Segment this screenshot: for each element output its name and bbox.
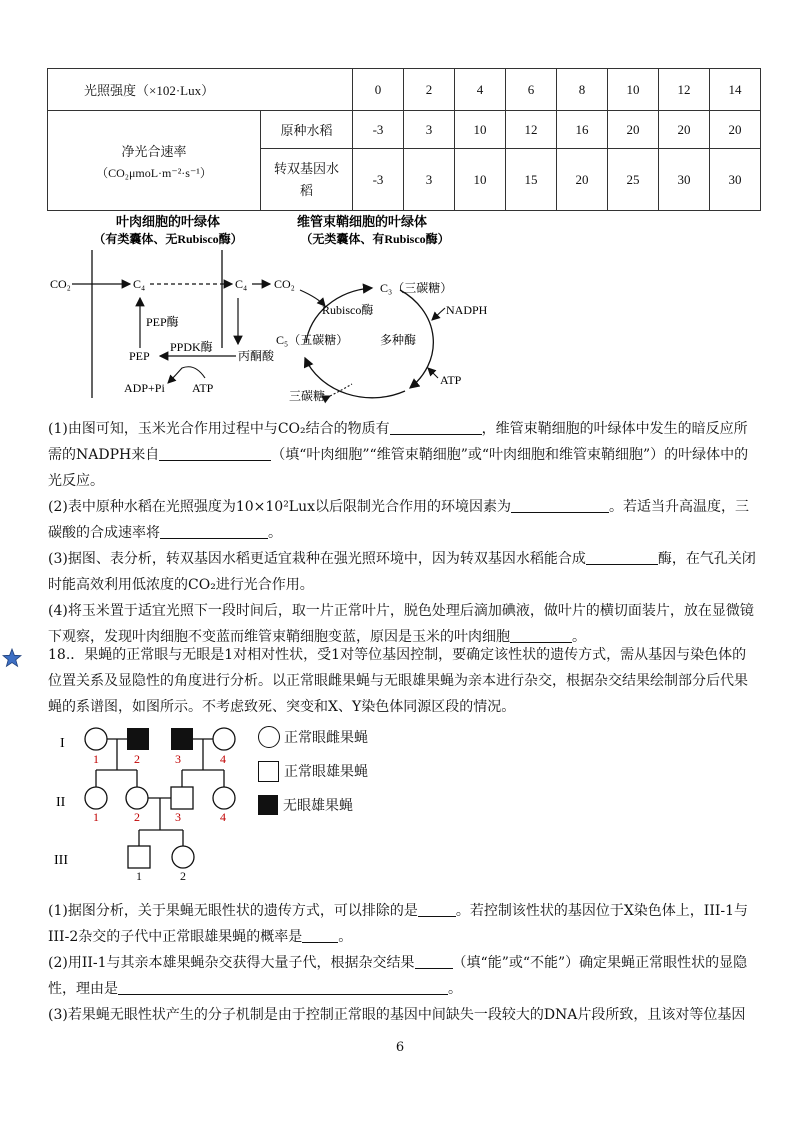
legend-item-male [258, 758, 368, 784]
table-cell: 4 [455, 69, 506, 111]
q1-text-b: ，维管束鞘细胞的叶绿体中发生的暗反应所需的NADPH来自 [48, 421, 748, 463]
answer-blank[interactable] [586, 548, 658, 565]
table-cell: 20 [557, 149, 608, 211]
normal-male-symbol [171, 787, 193, 809]
normal-female-symbol [85, 787, 107, 809]
bundle-sheath-subtitle: （无类囊体、有Rubisco酶） [300, 232, 450, 246]
answer-blank[interactable] [390, 418, 482, 435]
question-18-2 [48, 950, 756, 1002]
q2-text-a: (2)表中原种水稻在光照强度为10×10²Lux以后限制光合作用的环境因素为 [48, 499, 512, 515]
table-row [48, 69, 761, 111]
c4-right-label: C₄ [235, 277, 248, 291]
series-name-line1: 转双基因水 [273, 160, 339, 176]
table-cell: 0 [353, 69, 404, 111]
table-cell: 10 [455, 149, 506, 211]
co2-left-label: CO₂ [50, 277, 71, 291]
star-icon [2, 648, 22, 668]
co2-right-label: CO₂ [274, 277, 295, 291]
answer-blank[interactable] [415, 952, 453, 969]
q18-1-text-b: 。若控制该性状的基因位于X染色体上，III-1与III-2杂交的子代中正常眼雄果蝇的概率是 [48, 903, 749, 945]
q4-text-a: (4)将玉米置于适宜光照下一段时间后，取一片正常叶片，脱色处理后滴加碘液，做叶片的横切面装片，放在显微镜下观察，发现叶肉细胞不变蓝而维管束鞘细胞变蓝，原因是玉米的叶肉细胞 [48, 603, 754, 645]
legend-label: 无眼雄果蝇 [283, 798, 353, 814]
individual-number: 1 [93, 810, 99, 824]
c5-label: C₅（五碳糖） [276, 333, 349, 347]
individual-number: 4 [220, 810, 226, 824]
affected-male-symbol [127, 728, 149, 750]
table-cell: 12 [506, 111, 557, 149]
pedigree-legend [258, 724, 368, 818]
net-rate-label: 净光合速率 [121, 143, 187, 159]
series-name [261, 149, 353, 211]
enzymes-label: 多种酶 [380, 333, 417, 347]
nadph-label: NADPH [446, 303, 488, 317]
net-rate-unit: （CO₂μmoL·m⁻²·s⁻¹） [96, 165, 212, 180]
table-cell: 12 [659, 69, 710, 111]
individual-number: 2 [134, 752, 140, 766]
question-2 [48, 494, 756, 546]
individual-number: 1 [93, 752, 99, 766]
q1-text-a: (1)由图可知，玉米光合作用过程中与CO₂结合的物质有 [48, 421, 390, 437]
answer-blank[interactable] [418, 900, 456, 917]
table-cell: 2 [404, 69, 455, 111]
table-cell: 10 [455, 111, 506, 149]
question-1 [48, 416, 756, 494]
question-18-3 [48, 1002, 756, 1028]
light-rate-table [47, 68, 761, 211]
c4-left-label: C₄ [133, 277, 146, 291]
table-cell: 6 [506, 69, 557, 111]
nadph-arrow [432, 308, 445, 320]
table-cell: -3 [353, 111, 404, 149]
table-cell: 30 [659, 149, 710, 211]
affected-male-symbol [171, 728, 193, 750]
ppdk-enzyme-label: PPDK酶 [170, 340, 213, 354]
question-3 [48, 546, 756, 598]
q18-1-text-c: 。 [338, 929, 353, 945]
table-cell: 20 [710, 111, 761, 149]
q18-1-text-a: (1)据图分析，关于果蝇无眼性状的遗传方式，可以排除的是 [48, 903, 418, 919]
atp-right-arrow [428, 368, 438, 378]
normal-female-symbol [172, 846, 194, 868]
normal-female-symbol [213, 728, 235, 750]
answer-blank[interactable] [511, 496, 609, 513]
legend-label: 正常眼雄果蝇 [284, 764, 368, 780]
q18-2-text-c: 。 [448, 981, 462, 997]
generation-label: III [54, 853, 68, 868]
triose-label: 三碳糖 [289, 389, 326, 403]
question-18 [48, 642, 756, 720]
legend-label: 正常眼雌果蝇 [284, 730, 368, 746]
q18-3-text: (3)若果蝇无眼性状产生的分子机制是由于控制正常眼的基因中间缺失一段较大的DNA片段所致，且该对等位基因 [48, 1007, 746, 1023]
individual-number: 3 [175, 752, 181, 766]
answer-blank[interactable] [159, 444, 271, 461]
q1-text-c: （填“叶肉细胞”“维管束鞘细胞”或“叶肉细胞和维管束鞘细胞”）的叶绿体中的光反应。 [48, 447, 749, 489]
mesophyll-subtitle: （有类囊体、无Rubisco酶） [93, 232, 243, 246]
legend-item-affected [258, 792, 368, 818]
q18-2-text-a: (2)用II-1与其亲本雄果蝇杂交获得大量子代，根据杂交结果 [48, 955, 415, 971]
q3-text-b: 酶，在气孔关闭时能高效利用低浓度的CO₂进行光合作用。 [48, 551, 756, 593]
normal-female-symbol [85, 728, 107, 750]
table-cell: 14 [710, 69, 761, 111]
individual-number: 1 [136, 869, 142, 883]
q2-text-b: 。若适当升高温度，三碳酸的合成速率将 [48, 499, 750, 541]
normal-female-symbol [213, 787, 235, 809]
light-intensity-header: 光照强度（×102·Lux） [48, 69, 353, 111]
q4-text-b: 。 [572, 629, 586, 645]
answer-blank[interactable] [510, 626, 572, 643]
table-cell: 10 [608, 69, 659, 111]
legend-item-female [258, 724, 368, 750]
answer-blank[interactable] [160, 522, 268, 539]
answer-blank[interactable] [118, 978, 448, 995]
individual-number: 2 [134, 810, 140, 824]
table-cell: 8 [557, 69, 608, 111]
table-cell: 25 [608, 149, 659, 211]
table-cell: -3 [353, 149, 404, 211]
q18-text: 18.．果蝇的正常眼与无眼是1对相对性状，受1对等位基因控制，要确定该性状的遗传方式，需从基因与染色体的位置关系及显隐性的角度进行分析。以正常眼雌果蝇与无眼雄果蝇为亲本进行杂交，根据杂交结果绘制部分后代果蝇的系谱图，如图所示。不考虑致死、突变和X、Y染色体同源区段的情况。 [48, 647, 748, 715]
table-cell: 16 [557, 111, 608, 149]
legend-circle-icon [258, 726, 280, 748]
pep-label: PEP [129, 349, 150, 363]
table-cell: 15 [506, 149, 557, 211]
atp-right-label: ATP [440, 373, 462, 387]
answer-blank[interactable] [302, 926, 338, 943]
table-cell: 30 [710, 149, 761, 211]
pyruvate-label: 丙酮酸 [238, 349, 275, 363]
atp-left-label: ATP [192, 381, 214, 395]
question-18-1 [48, 898, 756, 950]
net-rate-header [48, 111, 261, 211]
table-cell: 3 [404, 111, 455, 149]
bundle-sheath-title: 维管束鞘细胞的叶绿体 [296, 214, 428, 229]
q3-text-a: (3)据图、表分析，转双基因水稻更适宜栽种在强光照环境中，因为转双基因水稻能合成 [48, 551, 586, 567]
rubisco-label: Rubisco酶 [322, 303, 374, 317]
adp-label: ADP+Pi [124, 381, 165, 395]
normal-male-symbol [128, 846, 150, 868]
c4-pathway-diagram [0, 208, 800, 408]
series-name: 原种水稻 [261, 111, 353, 149]
table-cell: 3 [404, 149, 455, 211]
legend-square-icon [258, 761, 279, 782]
table-cell: 20 [659, 111, 710, 149]
table-cell: 20 [608, 111, 659, 149]
generation-label: II [56, 795, 66, 810]
normal-female-symbol [126, 787, 148, 809]
page-number: 6 [395, 1040, 405, 1055]
generation-label: I [60, 736, 65, 751]
mesophyll-title: 叶肉细胞的叶绿体 [115, 214, 221, 229]
individual-number: 2 [180, 869, 186, 883]
series-name-line2: 稻 [299, 182, 313, 198]
c3-label: C₃（三碳糖） [380, 281, 453, 295]
individual-number: 3 [175, 810, 181, 824]
pep-enzyme-label: PEP酶 [146, 315, 179, 329]
table-row [48, 111, 761, 149]
q18-2-text-b: （填“能”或“不能”）确定果蝇正常眼性状的显隐性，理由是 [48, 955, 748, 997]
legend-filled-square-icon [258, 795, 278, 815]
individual-number: 4 [220, 752, 226, 766]
q2-text-c: 。 [268, 525, 282, 541]
